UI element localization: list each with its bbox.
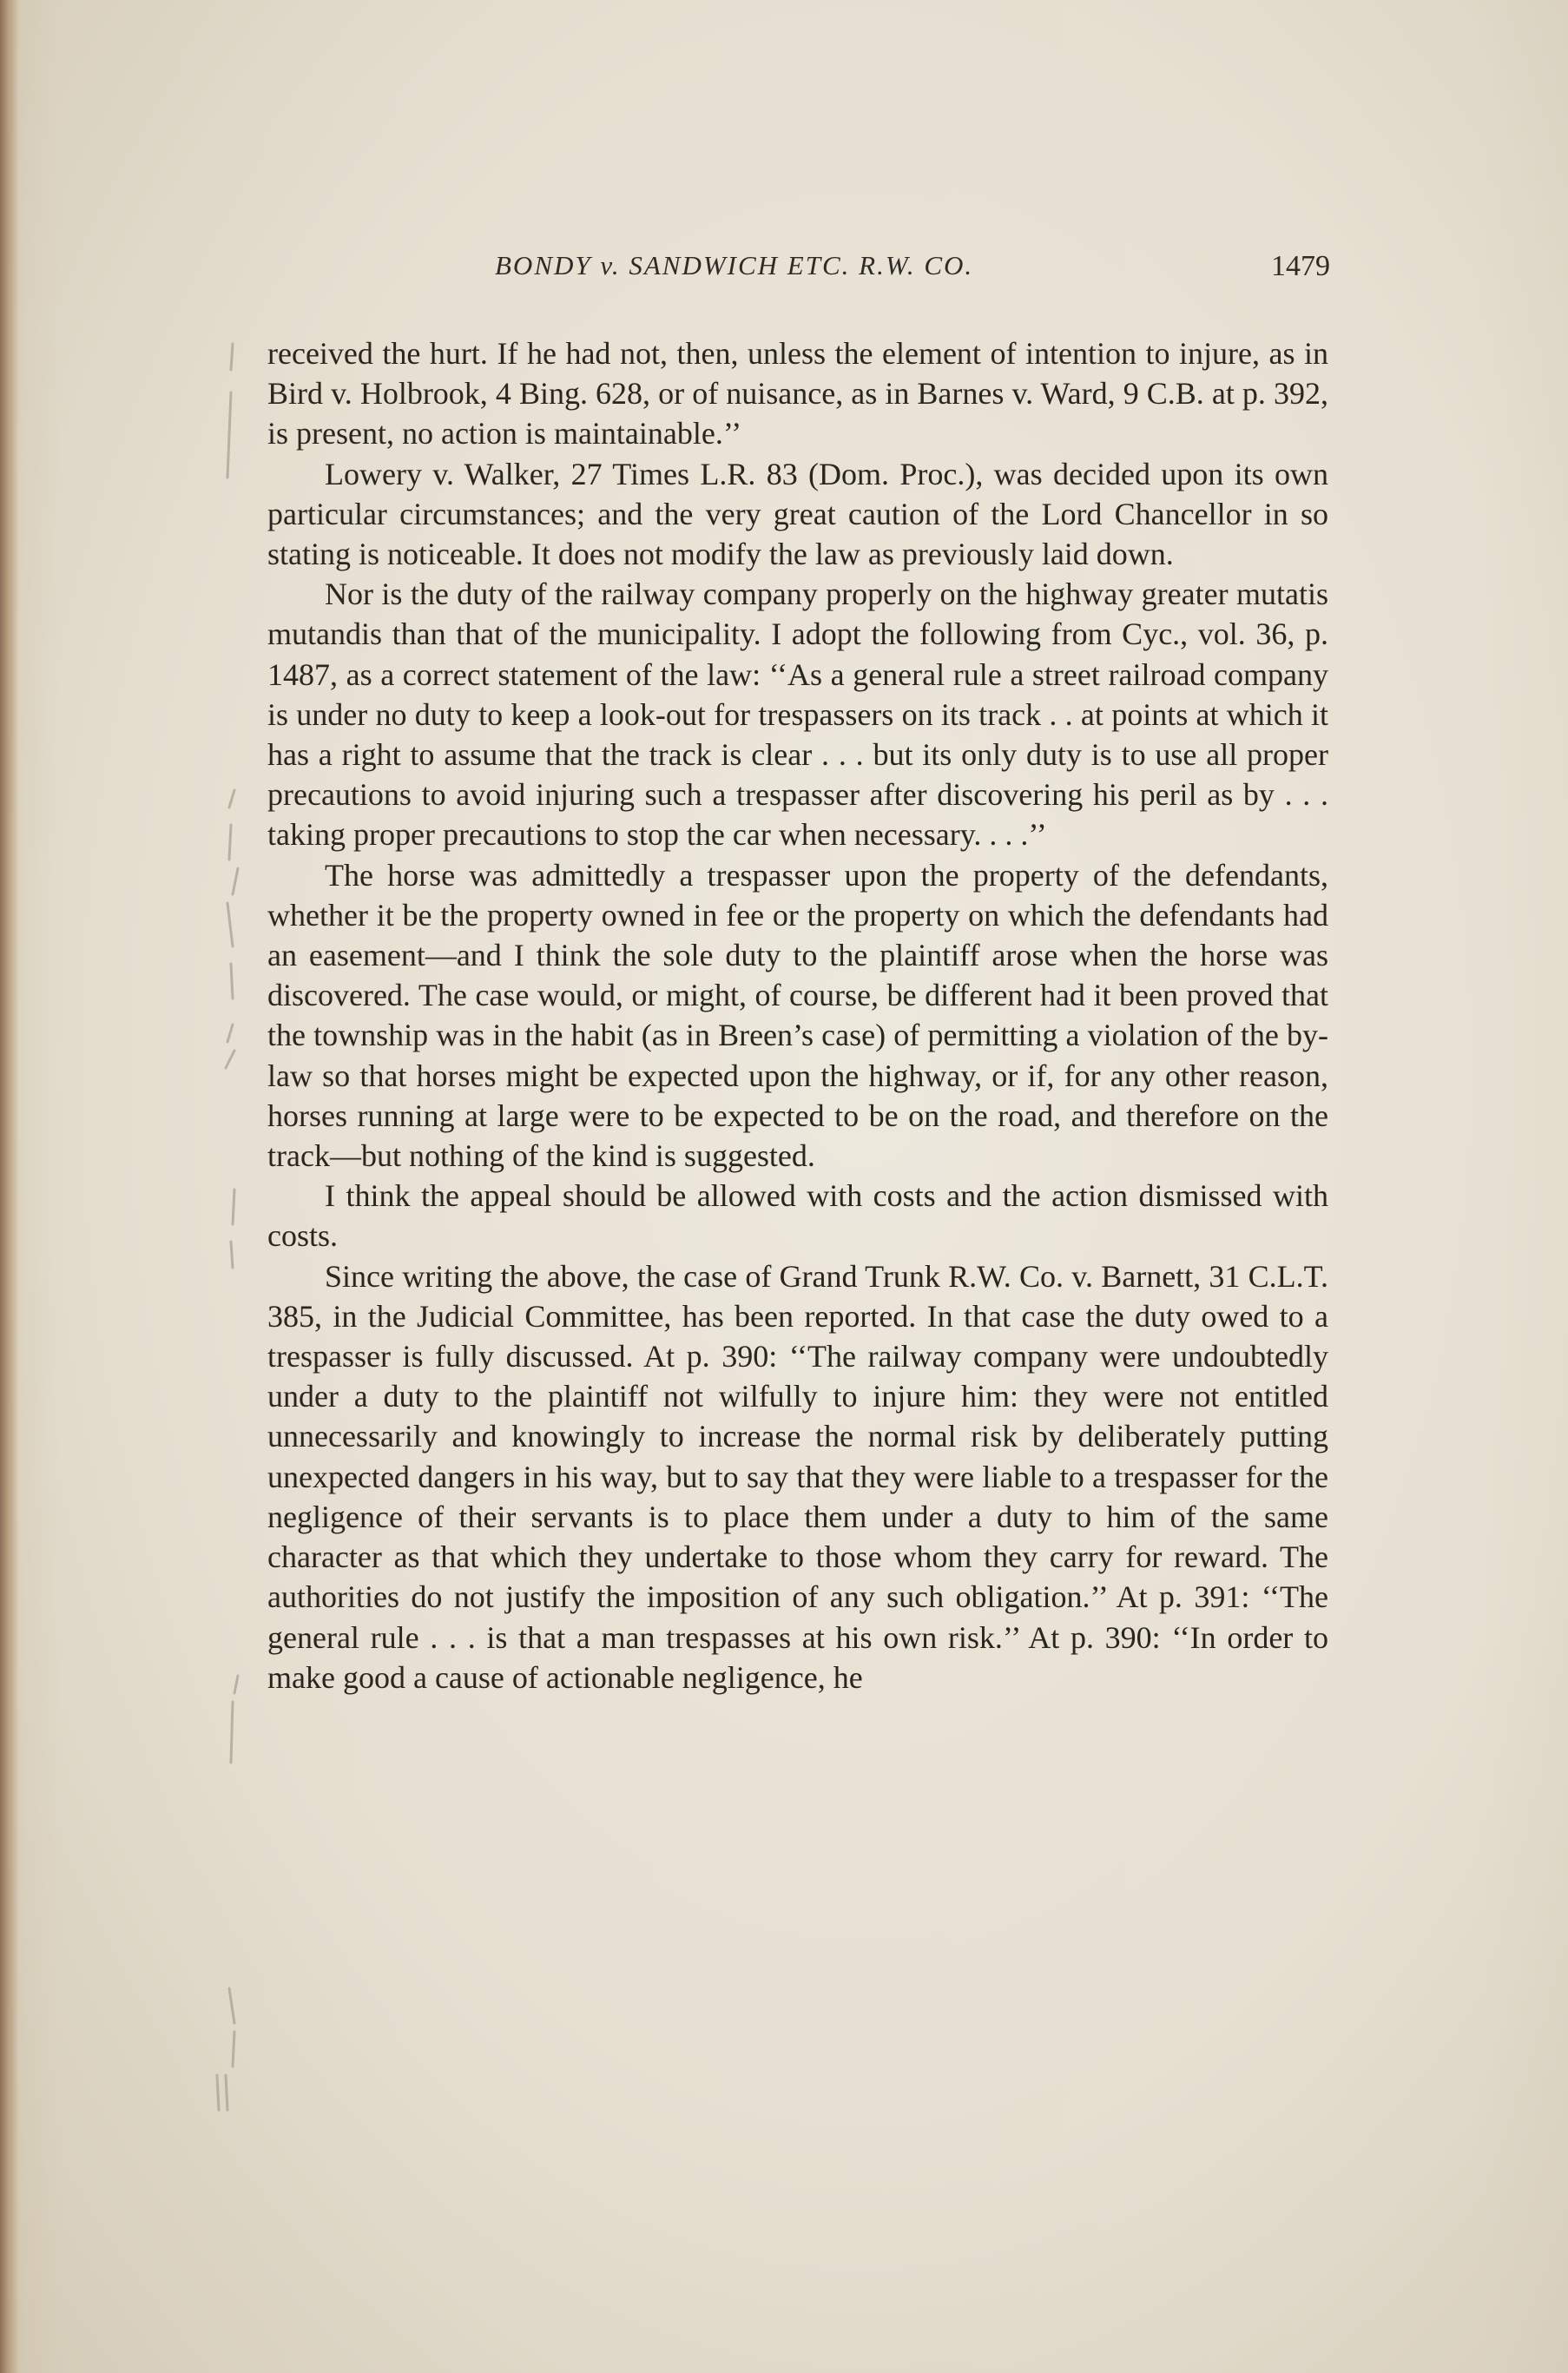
margin-pencil-marks xyxy=(208,339,260,2145)
paragraph: Since writing the above, the case of Grand Trunk R.W. Co. v. Barnett, 31 C.L.T. 385, in the Judicial Committee, has been reported. In that case the duty owed to a trespasser is fully discussed. At p. 390: ‘‘The railway company were undoubtedly under a duty to the plaintiff not wilfully to injure him: they were not entitled unnecessarily and knowingly to increase the normal risk by deliberately putting unexpected dangers in his way, but to say that they were liable to a trespasser for the negligence of their servants is to place them under a duty to him of the same character as that which they undertake to those whom they carry for reward. The authorities do not justify the imposition of any such obligation.’’ At p. 391: ‘‘The general rule . . . is that a man trespasses at his own risk.’’ At p. 390: ‘‘In order to make good a cause of actionable negligence, he xyxy=(267,1258,1328,1695)
running-head: BONDY v. SANDWICH ETC. R.W. CO. xyxy=(495,250,974,280)
paragraph: I think the appeal should be allowed with costs and the action dismissed with costs. xyxy=(267,1178,1328,1254)
paragraph: Nor is the duty of the railway company properly on the highway greater mutatis mutandis than that of the municipality. I adopt the following from Cyc., vol. 36, p. 1487, as a correct statement of the law: ‘‘As a general rule a street railroad company is under no duty to keep a look-out for trespassers on its track . . at points at which it has a right to assume that the track is clear . . . but its only duty is to use all proper precautions to avoid injuring such a trespasser after discovering his peril as by . . . taking proper precautions to stop the car when necessary. . . .’’ xyxy=(267,577,1328,853)
paragraph: received the hurt. If he had not, then, unless the element of intention to injure, as in Bird v. Holbrook, 4 Bing. 628, or of nuisance, as in Barnes v. Ward, 9 C.B. at p. 392, is present, no action is maintainable.’’ xyxy=(267,336,1328,452)
body-text xyxy=(267,333,1328,1697)
paragraph: Lowery v. Walker, 27 Times L.R. 83 (Dom. Proc.), was decided upon its own particular circumstances; and the very great caution of the Lord Chancellor in so stating is noticeable. It does not modify the law as previously laid down. xyxy=(267,456,1328,572)
binding-edge xyxy=(0,0,19,2373)
page-number: 1479 xyxy=(1271,250,1330,282)
page-header xyxy=(260,250,1330,293)
paragraph: The horse was admittedly a trespasser upon the property of the defendants, whether it be the property owned in fee or the property on which the defendants had an easement—and I think the sole duty to the plaintiff arose when the horse was discovered. The case would, or might, of course, be different had it been proved that the township was in the habit (as in Breen’s case) of permitting a violation of the by-law so that horses might be expected upon the highway, or if, for any other reason, horses running at large were to be expected to be on the road, and therefore on the track—but nothing of the kind is suggested. xyxy=(267,857,1328,1174)
